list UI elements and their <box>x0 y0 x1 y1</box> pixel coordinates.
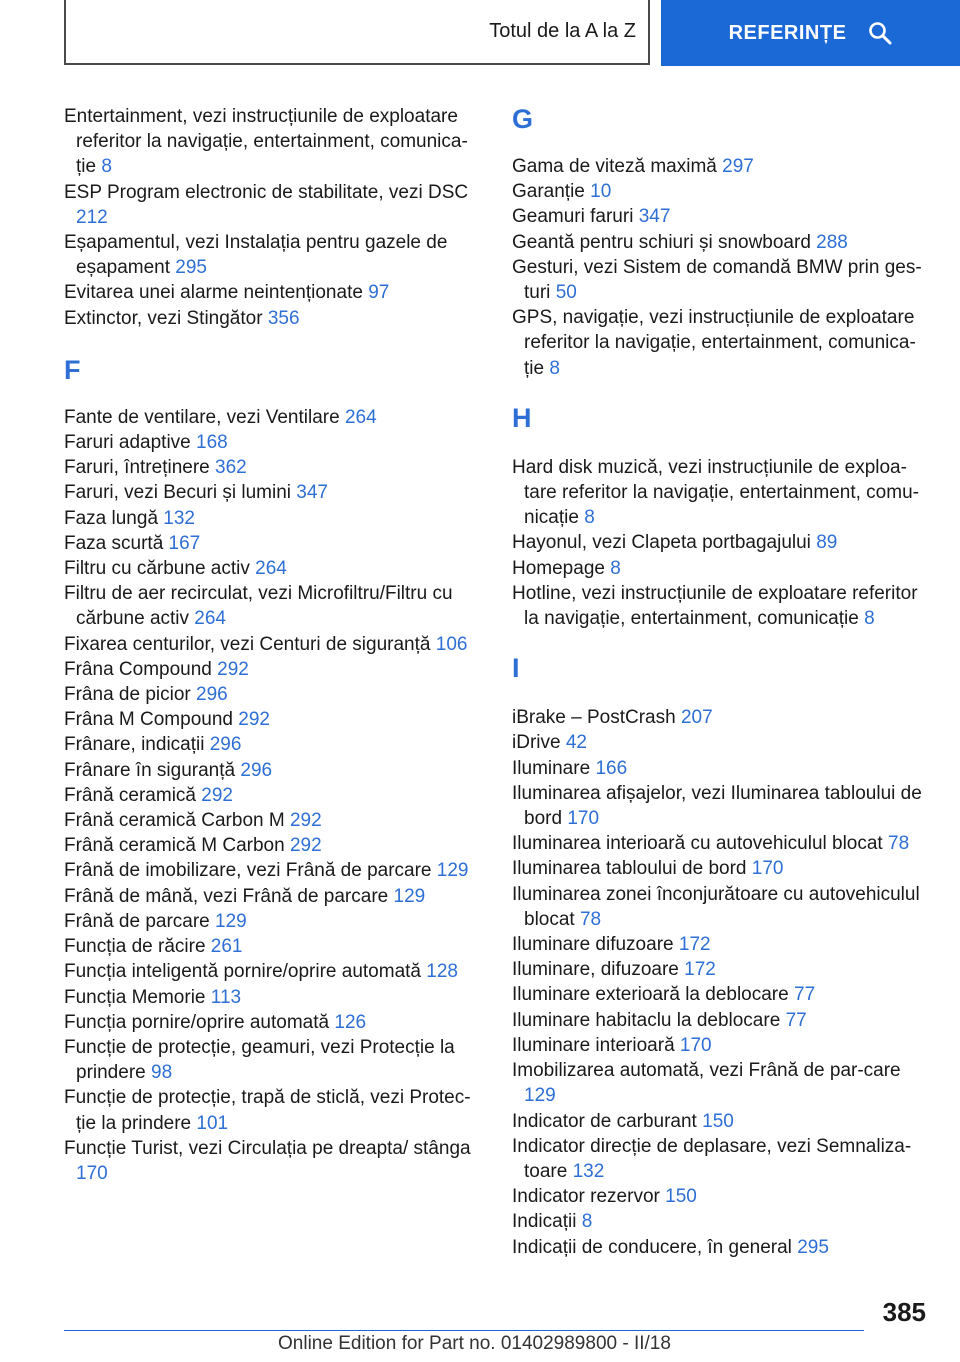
page-link[interactable]: 296 <box>196 684 228 706</box>
page-link[interactable]: 288 <box>816 231 848 253</box>
index-entry-text: Iluminarea tabloului de bord <box>512 858 747 880</box>
index-entry <box>512 856 932 881</box>
index-entry <box>64 909 474 934</box>
index-entry-text: Faruri, întreținere <box>64 457 210 479</box>
page-link[interactable]: 132 <box>572 1160 605 1182</box>
index-entry-text: Indicator rezervor <box>512 1186 660 1208</box>
index-entry-text: Geantă pentru schiuri și snowboard <box>512 231 811 253</box>
page-link[interactable]: 106 <box>435 633 468 655</box>
index-entry-text: Iluminarea interioară cu autovehiculul blocat <box>512 833 883 855</box>
index-entry-text: Gesturi, vezi Sistem de comandă BMW prin ges‐turi <box>512 256 922 304</box>
index-entry-text: Filtru de aer recirculat, vezi Microfiltru/Filtru cu cărbune activ <box>64 583 453 630</box>
index-entry-text: Frână de imobilizare, vezi Frână de parcare <box>64 860 432 882</box>
index-entry-text: Funcție de protecție, trapă de sticlă, vezi Protec‐ție la prindere <box>64 1087 471 1134</box>
page-link[interactable]: 297 <box>722 156 754 177</box>
index-entry-text: Faruri adaptive <box>64 432 191 454</box>
search-icon[interactable] <box>868 21 892 45</box>
index-entry <box>64 1035 474 1085</box>
page-link[interactable]: 356 <box>267 307 300 329</box>
index-entry <box>512 982 932 1007</box>
page-link[interactable]: 172 <box>678 934 711 956</box>
index-letter-heading: I <box>512 653 520 684</box>
index-entry <box>512 556 932 581</box>
index-entry <box>512 1033 932 1058</box>
index-entry <box>512 957 932 982</box>
page-link[interactable]: 292 <box>217 658 249 680</box>
index-entry <box>64 732 474 757</box>
index-entry-text: Iluminarea zonei înconjurătoare cu autovehiculul blocat <box>512 883 920 930</box>
page-link[interactable]: 8 <box>864 608 875 630</box>
page-link[interactable]: 77 <box>785 1009 807 1031</box>
index-entry-text: Faza scurtă <box>64 532 164 554</box>
index-entry <box>512 831 932 856</box>
index-entry-text: Gama de viteză maximă <box>512 156 717 177</box>
index-entry-text: Fixarea centurilor, vezi Centuri de siguranță <box>64 633 431 655</box>
page-link[interactable]: 129 <box>393 885 426 907</box>
index-entry <box>512 255 932 305</box>
page-link[interactable]: 264 <box>344 406 377 428</box>
index-entry-text: Frâna de picior <box>64 684 191 706</box>
index-entry-text: Imobilizarea automată, vezi Frână de par‐care <box>512 1060 901 1082</box>
index-entry <box>64 934 474 959</box>
index-entry-text: Indicator direcție de deplasare, vezi Semnaliza‐toare <box>512 1135 912 1182</box>
index-entry <box>64 104 474 180</box>
index-entry-text: Entertainment, vezi instrucțiunile de exploatare referitor la navigație, entertainment, comunica‐ție <box>64 106 468 178</box>
page-link[interactable]: 129 <box>215 910 247 932</box>
index-entry <box>512 730 932 755</box>
index-letter-heading: H <box>512 402 532 433</box>
index-entry-text: Frână ceramică <box>64 784 196 806</box>
page-link[interactable]: 129 <box>436 860 469 882</box>
page-link[interactable]: 113 <box>210 986 242 1008</box>
page-link[interactable]: 347 <box>296 482 328 504</box>
page-link[interactable]: 166 <box>595 757 628 779</box>
page-link[interactable]: 212 <box>76 206 108 228</box>
index-entry <box>64 682 474 707</box>
index-entry-text: iDrive <box>512 732 561 754</box>
index-letter-heading: F <box>64 354 81 385</box>
index-entry <box>512 756 932 781</box>
page-link[interactable]: 150 <box>702 1110 734 1132</box>
index-entry <box>512 781 932 831</box>
index-entry-text: Indicator de carburant <box>512 1110 697 1132</box>
page-link[interactable]: 207 <box>680 707 713 729</box>
index-entry-text: iBrake – PostCrash <box>512 707 676 729</box>
page-link[interactable]: 362 <box>215 457 247 479</box>
page-link[interactable]: 292 <box>201 784 233 806</box>
index-entry-text: Faruri, vezi Becuri și lumini <box>64 482 291 504</box>
references-tab[interactable] <box>661 0 960 66</box>
index-column-left <box>64 104 474 1186</box>
index-entry <box>64 1010 474 1035</box>
index-entry <box>64 506 474 531</box>
page-link[interactable]: 347 <box>638 206 671 228</box>
page-link[interactable]: 10 <box>590 181 612 203</box>
index-entry <box>512 1209 932 1234</box>
index-entry <box>64 1136 474 1186</box>
index-entry <box>64 758 474 783</box>
page-link[interactable]: 42 <box>565 732 587 754</box>
index-entry-text: Frâna Compound <box>64 658 212 680</box>
index-entry <box>64 858 474 883</box>
index-entry-text: Frână de parcare <box>64 910 210 932</box>
index-entry <box>64 230 474 280</box>
index-entry-text: Fante de ventilare, vezi Ventilare <box>64 406 340 428</box>
index-entry-text: ESP Program electronic de stabilitate, vezi DSC <box>64 181 469 203</box>
index-entry-text: Indicații <box>512 1211 577 1233</box>
index-entry <box>64 884 474 909</box>
page-link[interactable]: 170 <box>751 858 784 880</box>
page-link[interactable]: 296 <box>209 734 242 756</box>
index-entry <box>64 180 474 230</box>
index-entry-text: Funcție de protecție, geamuri, vezi Protecție la prindere <box>64 1036 455 1084</box>
page-link[interactable]: 295 <box>175 257 207 279</box>
page-link[interactable]: 296 <box>240 759 273 781</box>
page-link[interactable]: 150 <box>665 1186 697 1208</box>
index-entry-text: Iluminare exterioară la deblocare <box>512 984 789 1006</box>
index-entry <box>64 556 474 581</box>
index-entry-text: Iluminare difuzoare <box>512 934 674 956</box>
page-link[interactable]: 89 <box>816 532 838 554</box>
index-entry-text: Funcția de răcire <box>64 936 206 958</box>
index-entry-text: Frână ceramică Carbon M <box>64 810 285 832</box>
page-link[interactable]: 78 <box>579 908 602 930</box>
page-link[interactable]: 98 <box>151 1062 173 1084</box>
page-link[interactable]: 8 <box>584 507 595 529</box>
index-entry <box>512 1058 932 1108</box>
page-link[interactable]: 8 <box>549 357 560 379</box>
index-entry <box>512 705 932 730</box>
index-entry-text: Homepage <box>512 557 605 579</box>
index-entry-text: Iluminare interioară <box>512 1034 675 1056</box>
page-link[interactable]: 167 <box>168 532 201 554</box>
page-number: 385 <box>882 1297 926 1327</box>
page-link[interactable]: 8 <box>101 156 112 178</box>
page-link[interactable]: 101 <box>196 1112 229 1134</box>
index-entry <box>512 455 932 531</box>
index-entry <box>64 833 474 858</box>
index-entry <box>64 707 474 732</box>
page-link[interactable]: 8 <box>610 557 621 579</box>
index-entry-text: Garanție <box>512 181 585 203</box>
index-entry-text: Frânare în siguranță <box>64 759 236 781</box>
page-link[interactable]: 129 <box>524 1085 556 1107</box>
index-entry-text: Frânare, indicații <box>64 734 205 756</box>
index-entry <box>64 480 474 505</box>
index-entry-text: Hayonul, vezi Clapeta portbagajului <box>512 532 811 554</box>
page-link[interactable]: 77 <box>794 984 816 1006</box>
index-entry <box>64 808 474 833</box>
index-entry <box>512 1235 932 1260</box>
page-link[interactable]: 170 <box>76 1162 108 1184</box>
index-entry <box>64 430 474 455</box>
page-link[interactable]: 170 <box>567 808 600 830</box>
index-entry <box>64 985 474 1010</box>
section-title-tab[interactable] <box>64 0 650 65</box>
index-entry <box>64 280 474 305</box>
index-entry <box>512 1109 932 1134</box>
footer-divider <box>64 1330 864 1331</box>
index-entry <box>512 305 932 381</box>
edition-info: Online Edition for Part no. 01402989800 - II/18 <box>278 1333 671 1354</box>
index-entry-text: Funcția inteligentă pornire/oprire automată <box>64 961 421 983</box>
page-link[interactable]: 97 <box>368 282 390 304</box>
page-link[interactable]: 292 <box>289 810 322 832</box>
section-title: Totul de la A la Z <box>489 20 636 42</box>
page-link[interactable]: 126 <box>334 1011 367 1033</box>
index-entry-text: Hard disk muzică, vezi instrucțiunile de exploa‐tare referitor la navigație, entertainment, comu‐nicație <box>512 456 919 529</box>
index-entry <box>64 306 474 331</box>
index-entry <box>512 204 932 229</box>
index-entry-text: Hotline, vezi instrucțiunile de exploatare referitor la navigație, entertainment, comunicație <box>512 582 918 630</box>
page-link[interactable]: 8 <box>581 1211 593 1233</box>
page-link[interactable]: 132 <box>163 507 195 529</box>
index-entry <box>64 581 474 631</box>
index-entry-text: Faza lungă <box>64 507 159 529</box>
index-entry <box>64 531 474 556</box>
index-entry-text: Extinctor, vezi Stingător <box>64 307 263 329</box>
index-entry <box>512 581 932 631</box>
index-entry <box>512 530 932 555</box>
page-link[interactable]: 292 <box>289 835 322 857</box>
index-entry <box>64 783 474 808</box>
index-entry <box>64 1085 474 1135</box>
index-entry-text: Funcția pornire/oprire automată <box>64 1011 330 1033</box>
index-entry <box>512 1184 932 1209</box>
page-link[interactable]: 170 <box>679 1034 712 1056</box>
index-entry-text: Frână de mână, vezi Frână de parcare <box>64 885 389 907</box>
index-entry-text: Frână ceramică M Carbon <box>64 835 285 857</box>
index-entry <box>512 230 932 255</box>
references-label: REFERINȚE <box>728 21 847 44</box>
index-entry <box>512 154 932 179</box>
page-link[interactable]: 50 <box>555 282 577 304</box>
index-entry-text: Funcția Memorie <box>64 986 206 1008</box>
page-link[interactable]: 261 <box>210 936 243 958</box>
index-entry-text: Iluminarea afișajelor, vezi Iluminarea tabloului de bord <box>512 782 922 830</box>
index-entry-text: Indicații de conducere, în general <box>512 1236 792 1258</box>
index-entry-text: Evitarea unei alarme neintenționate <box>64 282 363 304</box>
index-entry <box>64 455 474 480</box>
index-entry-text: GPS, navigație, vezi instrucțiunile de exploatare referitor la navigație, entertainment, comunica‐ție <box>512 307 916 379</box>
index-entry-text: Iluminare habitaclu la deblocare <box>512 1009 781 1031</box>
page-header <box>0 0 960 66</box>
index-entry <box>64 959 474 984</box>
page-link[interactable]: 292 <box>238 709 270 731</box>
index-entry <box>64 632 474 657</box>
index-entry <box>64 405 474 430</box>
index-entry-text: Geamuri faruri <box>512 206 634 228</box>
index-entry-text: Filtru cu cărbune activ <box>64 558 250 580</box>
page-link[interactable]: 172 <box>684 959 716 981</box>
index-entry <box>64 657 474 682</box>
index-entry <box>512 1134 932 1184</box>
index-column-right <box>512 104 932 1260</box>
index-entry <box>512 882 932 932</box>
index-entry <box>512 1008 932 1033</box>
page-link[interactable]: 264 <box>194 608 226 630</box>
page-link[interactable]: 264 <box>255 558 287 580</box>
index-entry-text: Frâna M Compound <box>64 709 233 731</box>
page-link[interactable]: 128 <box>426 961 458 983</box>
page-link[interactable]: 168 <box>196 432 228 454</box>
index-entry-text: Eșapamentul, vezi Instalația pentru gazele de eșapament <box>64 232 448 279</box>
index-entry <box>512 932 932 957</box>
index-entry-text: Iluminare, difuzoare <box>512 959 679 981</box>
index-entry-text: Funcție Turist, vezi Circulația pe dreapta/ stânga <box>64 1137 471 1159</box>
page-link[interactable]: 295 <box>797 1236 829 1258</box>
page-link[interactable]: 78 <box>888 833 910 855</box>
index-letter-heading: G <box>512 104 534 134</box>
index-entry <box>512 179 932 204</box>
index-entry-text: Iluminare <box>512 757 591 779</box>
